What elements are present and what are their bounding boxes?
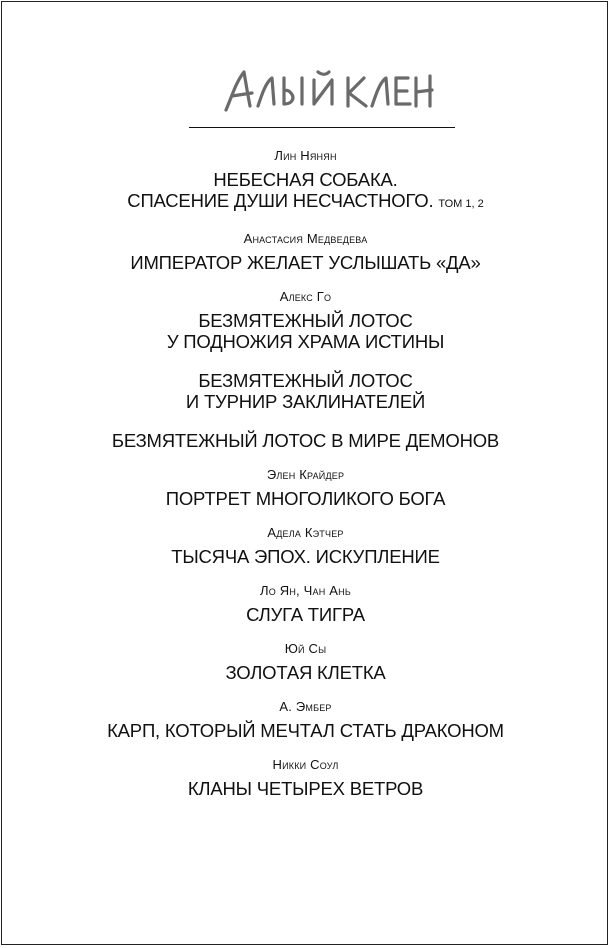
- author-name: А. Эмбер: [279, 699, 332, 714]
- title-line: ТЫСЯЧА ЭПОХ. ИСКУПЛЕНИЕ: [171, 546, 440, 567]
- book-title: [0, 662, 611, 683]
- book-title: [0, 310, 611, 352]
- book-list: [0, 146, 611, 799]
- book-entry: [0, 146, 611, 215]
- title-line: КЛАНЫ ЧЕТЫРЕХ ВЕТРОВ: [187, 778, 424, 799]
- author-name: Алекс Го: [279, 289, 332, 304]
- title-line: ИМПЕРАТОР ЖЕЛАЕТ УСЛЫШАТЬ «ДА»: [130, 252, 481, 273]
- title-line: НЕБЕСНАЯ СОБАКА.: [213, 169, 398, 190]
- title-line: СЛУГА ТИГРА: [246, 604, 365, 625]
- book-entry: [0, 523, 611, 567]
- title-line: КАРП, КОТОРЫЙ МЕЧТАЛ СТАТЬ ДРАКОНОМ: [107, 720, 504, 741]
- title-line: СПАСЕНИЕ ДУШИ НЕСЧАСТНОГО. ТОМ 1, 2: [127, 190, 484, 211]
- book-entry: [0, 697, 611, 741]
- title-line: БЕЗМЯТЕЖНЫЙ ЛОТОС: [198, 310, 413, 331]
- book-entry: [0, 229, 611, 273]
- book-entry: [0, 639, 611, 683]
- author-name: Лин Нянян: [274, 148, 337, 163]
- volume-note: ТОМ 1, 2: [438, 198, 484, 210]
- author-name: Анастасия Медведева: [243, 231, 368, 246]
- book-entry: [0, 287, 611, 451]
- book-title: [0, 604, 611, 625]
- title-line: БЕЗМЯТЕЖНЫЙ ЛОТОС В МИРЕ ДЕМОНОВ: [111, 430, 500, 451]
- book-title: [0, 546, 611, 567]
- book-title: [0, 252, 611, 273]
- header-rule: [189, 127, 455, 128]
- title-line: У ПОДНОЖИЯ ХРАМА ИСТИНЫ: [166, 331, 445, 352]
- author-name: Юй Сы: [284, 641, 327, 656]
- author-name: Никки Соул: [272, 757, 339, 772]
- book-entry: [0, 465, 611, 509]
- book-title: [0, 430, 611, 451]
- book-title: [0, 720, 611, 741]
- title-line: ПОРТРЕТ МНОГОЛИКОГО БОГА: [165, 488, 446, 509]
- author-name: Элен Крайдер: [266, 467, 345, 482]
- title-line: БЕЗМЯТЕЖНЫЙ ЛОТОС: [198, 370, 413, 391]
- title-line: И ТУРНИР ЗАКЛИНАТЕЛЕЙ: [185, 391, 426, 412]
- title-line: ЗОЛОТАЯ КЛЕТКА: [225, 662, 386, 683]
- book-title: [0, 778, 611, 799]
- author-name: Адела Кэтчер: [267, 525, 344, 540]
- book-entry: [0, 755, 611, 799]
- book-entry: [0, 581, 611, 625]
- book-title: [0, 169, 611, 215]
- publisher-logo: [222, 66, 434, 116]
- book-title: [0, 488, 611, 509]
- book-title: [0, 370, 611, 412]
- author-name: Ло Ян, Чан Ань: [260, 583, 351, 598]
